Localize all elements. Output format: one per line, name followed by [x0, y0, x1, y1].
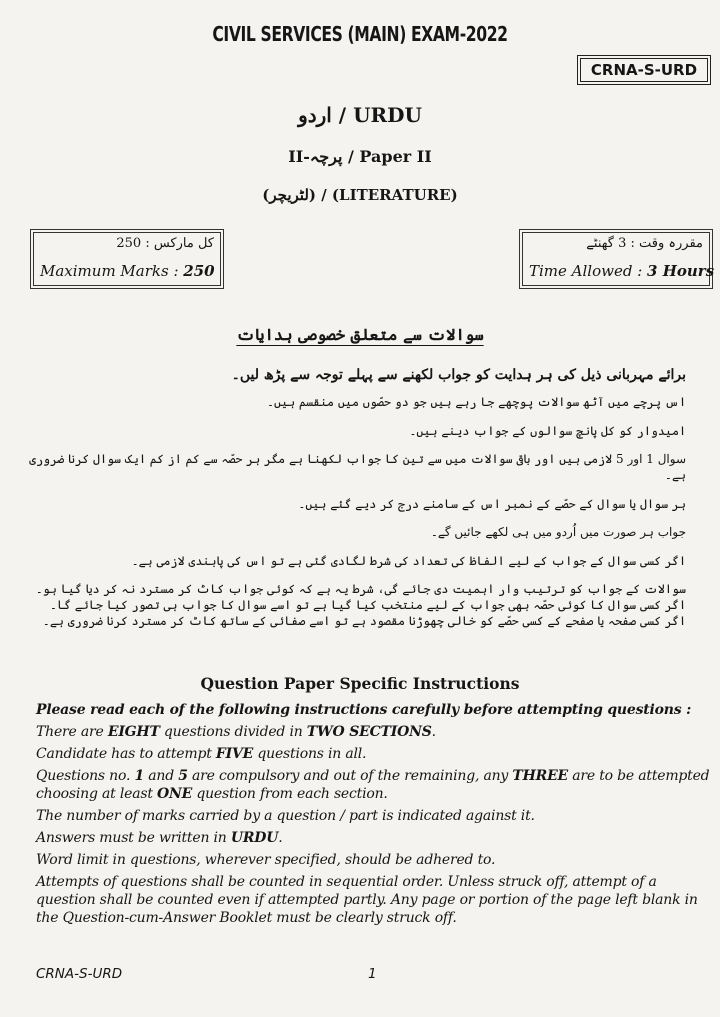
- time-allowed-box: [522, 232, 715, 286]
- exam-title: CIVIL SERVICES (MAIN) EXAM-2022: [212, 22, 508, 46]
- time-value: 3 Hours: [647, 262, 715, 280]
- urdu-instructions-heading: سوالات سے متعلق خصوصی ہدایات: [236, 325, 484, 344]
- maximum-marks-box: [33, 232, 221, 286]
- marks-english: Maximum Marks : 250: [40, 262, 215, 280]
- urdu-instruction-item: اس پرچے میں آٹھ سوالات پوچھے جا رہے ہیں جو دو حصّوں میں منقسم ہیں۔: [266, 395, 686, 410]
- paper-code-box: CRNA-S-URD: [580, 58, 708, 82]
- urdu-instruction-item: امیدوار کو کل پانچ سوالوں کے جواب دینے ہیں۔: [409, 423, 686, 438]
- english-instruction-item: Word limit in questions, wherever specified, should be adhered to.: [36, 852, 496, 868]
- urdu-instruction-item: ہر سوال یا سوال کے حصّے کے نمبر اس کے سامنے درج کر دیے گئے ہیں۔: [298, 496, 686, 511]
- english-instruction-item: Answers must be written in URDU.: [36, 830, 283, 846]
- marks-value: 250: [183, 262, 215, 280]
- urdu-instruction-item: جواب ہر صورت میں اُردو میں ہی لکھے جائیں گے۔: [430, 525, 686, 540]
- marks-label: Maximum Marks: [40, 262, 169, 280]
- urdu-instruction-item: سوال 1 اور 5 لازمی ہیں اور باقی سوالات میں سے تین کا جواب لکھنا ہے مگر ہر حصّہ سے کم از کم ایک سوال کرنا ضروری ہے۔: [29, 452, 686, 482]
- time-english: Time Allowed : 3 Hours: [529, 262, 715, 280]
- english-instruction-item: Attempts of questions shall be counted in sequential order. Unless struck off, attempt of a question shall be counted even if attempted partly. Any page or portion of the page left blank in the Question-cum-Answer Booklet must be clearly struck off.: [36, 874, 698, 926]
- urdu-instruction-item: اگر کسی سوال کے جواب کے لیے الفاظ کی تعداد کی شرط لگادی گئی ہے تو اس کی پابندی لازمی ہے۔: [131, 553, 686, 568]
- urdu-instruction-lead: برائے مہربانی ذیل کی ہر ہدایت کو جواب لکھنے سے پہلے توجہ سے پڑھ لیں۔: [231, 367, 686, 383]
- subject-title: اردو / URDU: [298, 103, 422, 127]
- english-instructions-list: [36, 701, 716, 931]
- paper-number: II-پرچہ / Paper II: [288, 147, 432, 166]
- time-label: Time Allowed: [529, 262, 633, 280]
- english-instruction-item: Questions no. 1 and 5 are compulsory and out of the remaining, any THREE are to be attempted choosing at least ONE question from each section.: [36, 768, 710, 802]
- page-number: 1: [368, 966, 377, 982]
- english-instruction-item: Candidate has to attempt FIVE questions in all.: [36, 746, 367, 762]
- english-instruction-lead: Please read each of the following instructions carefully before attempting questions :: [36, 702, 692, 718]
- footer-paper-code: CRNA-S-URD: [36, 966, 123, 982]
- english-instructions-heading: Question Paper Specific Instructions: [200, 674, 520, 693]
- marks-urdu-label: کل مارکس : 250: [116, 236, 214, 251]
- urdu-instruction-item: سوالات کے جواب کو ترتیب وار اہمیت دی جائے گی، شرط یہ ہے کہ کوئی جواب کاٹ کر مسترد نہ کر دیا گیا ہو۔ اگر کسی سوال کا کوئی حصّہ بھی جواب کے لیے منتخب کیا گیا ہے تو اسے سوال کا جواب ہی تصور کیا جائے گا۔ اگر کسی صفحہ یا صفحے کے کسی حصّے کو خالی چھوڑنا مقصود ہے تو اسے صفائی کے ساتھ کاٹ کر مسترد کرنا ضروری ہے۔: [35, 582, 686, 628]
- english-instruction-item: There are EIGHT questions divided in TWO SECTIONS.: [36, 724, 436, 740]
- time-urdu-label: مقررہ وقت : 3 گھنٹے: [586, 236, 703, 251]
- urdu-instructions-list: [26, 366, 686, 642]
- english-instruction-item: The number of marks carried by a question / part is indicated against it.: [36, 808, 535, 824]
- paper-section: (لٹریچر) / (LITERATURE): [262, 186, 458, 204]
